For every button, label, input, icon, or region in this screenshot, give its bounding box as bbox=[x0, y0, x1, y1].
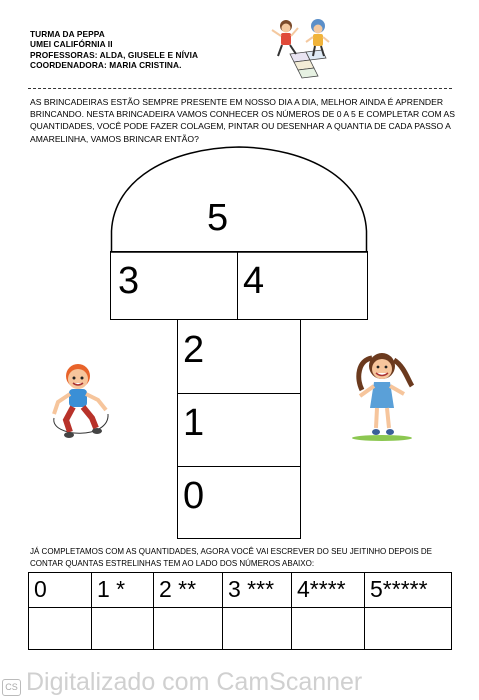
table-row bbox=[29, 573, 452, 608]
class-name: TURMA DA PEPPA bbox=[30, 29, 105, 39]
instructions-text: AS BRINCADEIRAS ESTÃO SEMPRE PRESENTE EM NOSSO DIA A DIA, MELHOR AINDA É APRENDER BRINCANDO. NESTA BRINCADEIRA VAMOS CONHECER OS NÚMEROS DE 0 A 5 E COMPLETAR COM AS QUANTIDADES, VOCÊ PODE FAZER COLAGEM, PINTAR OU DESENHAR A QUANTIA DE CADA PASSO A AMARELINHA, VAMOS BRINCAR ENTÃO? bbox=[30, 97, 455, 144]
answer-cell-5[interactable] bbox=[365, 608, 452, 650]
table-instructions: JÁ COMPLETAMOS COM AS QUANTIDADES, AGORA VOCÊ VAI ESCREVER DO SEU JEITINHO DEPOIS DE CONTAR QUANTAS ESTRELINHAS TEM AO LADO DOS NÚMEROS ABAIXO: bbox=[30, 547, 433, 568]
answer-cell-2[interactable] bbox=[154, 608, 223, 650]
girl-jumping-illustration bbox=[348, 350, 418, 444]
answer-cell-4[interactable] bbox=[292, 608, 365, 650]
hopscotch-number-0: 0 bbox=[183, 475, 205, 517]
teachers-line: PROFESSORAS: ALDA, GIUSELE E NÍVIA bbox=[30, 49, 199, 60]
hopscotch-number-5: 5 bbox=[207, 197, 229, 239]
hopscotch-number-2: 2 bbox=[183, 329, 205, 371]
school-header bbox=[30, 29, 198, 71]
coordinator-line: COORDENADORA: MARIA CRISTINA. bbox=[30, 60, 182, 71]
count-cell-1: 1 * bbox=[92, 573, 154, 608]
divider-line bbox=[28, 88, 452, 89]
hopscotch-dome bbox=[110, 145, 368, 253]
hopscotch-number-3: 3 bbox=[118, 260, 140, 302]
hopscotch-number-1: 1 bbox=[183, 402, 205, 444]
answer-cell-3[interactable] bbox=[223, 608, 292, 650]
star-count-table bbox=[28, 572, 452, 650]
count-cell-4: 4**** bbox=[292, 573, 365, 608]
kids-hopscotch-illustration bbox=[266, 16, 338, 82]
count-cell-3: 3 *** bbox=[223, 573, 292, 608]
table-row bbox=[29, 608, 452, 650]
hopscotch-number-4: 4 bbox=[243, 260, 265, 302]
count-cell-2: 2 ** bbox=[154, 573, 223, 608]
count-cell-5: 5***** bbox=[365, 573, 452, 608]
scanner-watermark: Digitalizado com CamScanner bbox=[26, 668, 363, 696]
count-cell-0: 0 bbox=[29, 573, 92, 608]
camscanner-logo: CS bbox=[2, 679, 21, 696]
answer-cell-0[interactable] bbox=[29, 608, 92, 650]
school-name: UMEI CALIFÓRNIA II bbox=[30, 39, 113, 50]
answer-cell-1[interactable] bbox=[92, 608, 154, 650]
boy-jumping-rope-illustration bbox=[48, 362, 114, 442]
